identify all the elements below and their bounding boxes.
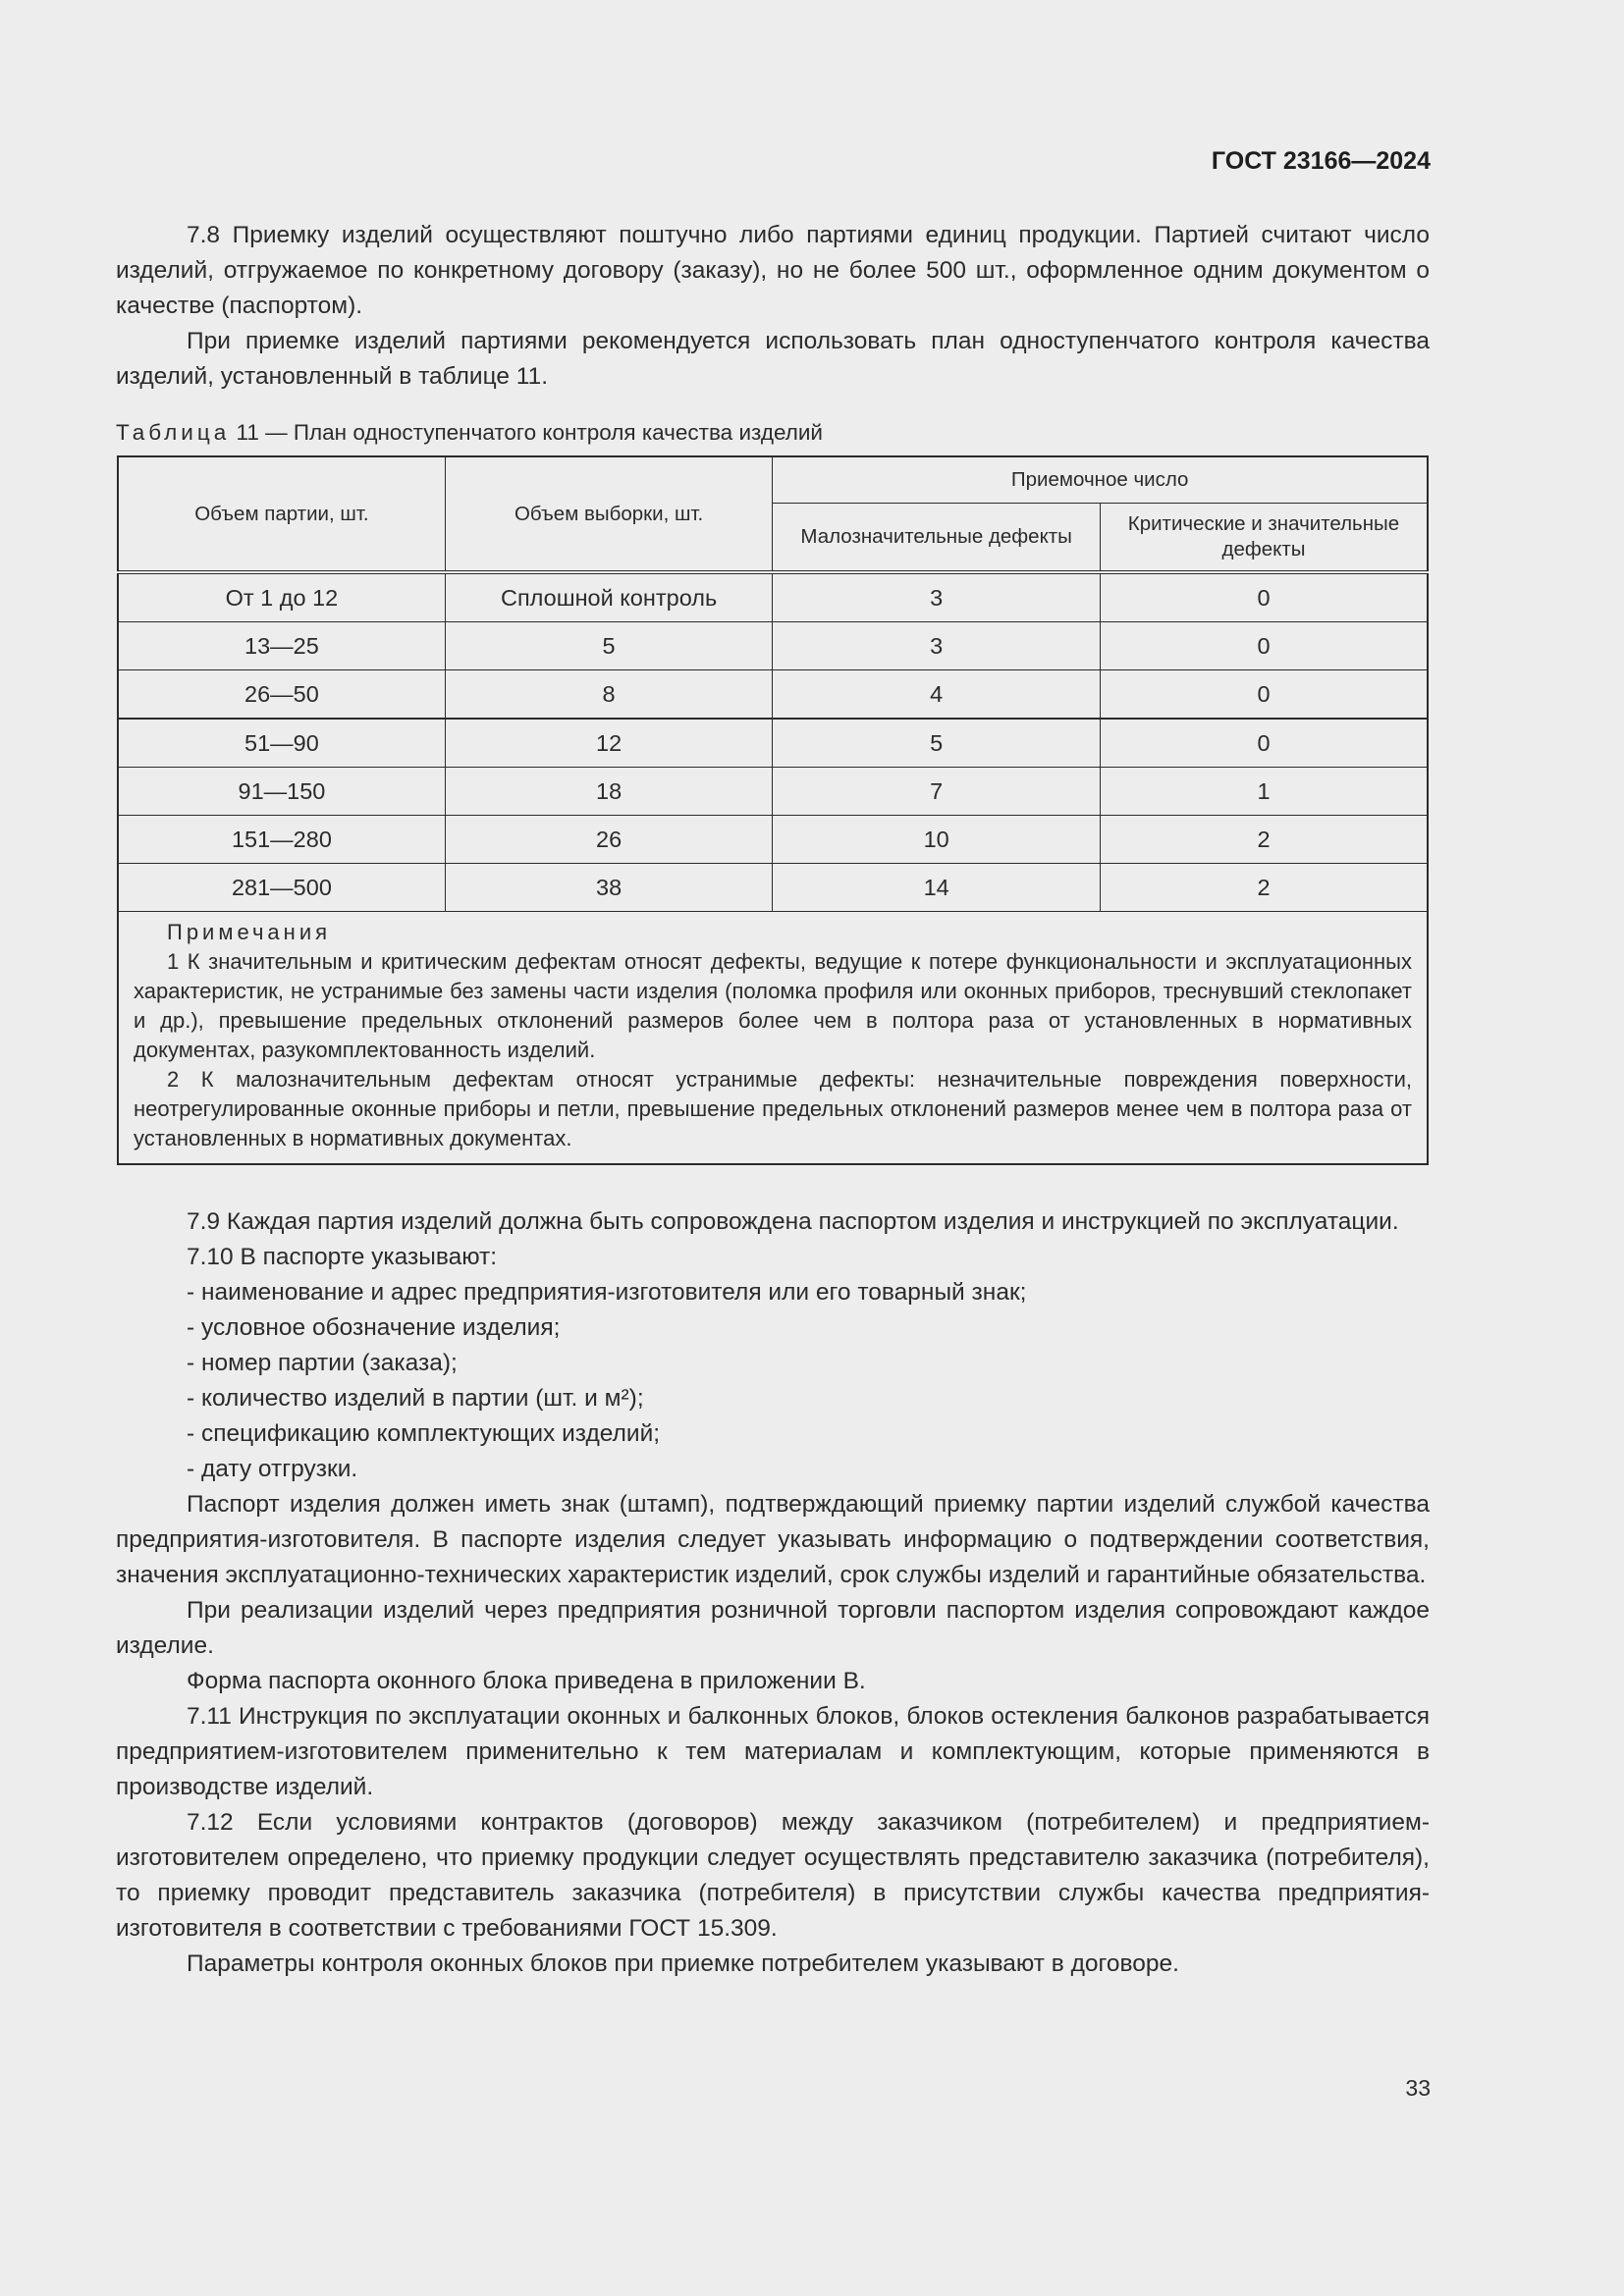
cell-lot: 13—25 bbox=[118, 622, 445, 670]
paragraph-retail: При реализации изделий через предприятия розничной торговли паспортом изделия сопровождают каждое изделие. bbox=[116, 1597, 1430, 1659]
paragraph-7-10: 7.10 В паспорте указывают: bbox=[187, 1244, 498, 1270]
cell-sample: 38 bbox=[445, 864, 772, 912]
cell-critical: 0 bbox=[1100, 622, 1428, 670]
cell-minor: 10 bbox=[773, 816, 1101, 864]
passport-contents-list bbox=[116, 1275, 1430, 1487]
paragraph-passport-form: Форма паспорта оконного блока приведена в приложении В. bbox=[187, 1668, 866, 1694]
cell-lot: 151—280 bbox=[118, 816, 445, 864]
cell-sample: 5 bbox=[445, 622, 772, 670]
table-row bbox=[118, 572, 1428, 622]
table-notes bbox=[118, 912, 1428, 1165]
table-row bbox=[118, 719, 1428, 768]
paragraph-7-12: 7.12 Если условиями контрактов (договоров) между заказчиком (потребителем) и предприятием-изготовителем определено, что приемку продукции следует осуществлять представителю заказчика (потребителя), то приемку проводит представитель заказчика (потребителя) в присутствии службы качества предприятия-изготовителя в соответствии с требованиями ГОСТ 15.309. bbox=[116, 1809, 1430, 1942]
list-item: - количество изделий в партии (шт. и м²); bbox=[187, 1385, 644, 1412]
header-lot-size: Объем партии, шт. bbox=[118, 456, 445, 572]
paragraph-batch-plan: При приемке изделий партиями рекомендуется использовать план одноступенчатого контроля качества изделий, установленный в таблице 11. bbox=[116, 328, 1430, 390]
cell-critical: 2 bbox=[1100, 864, 1428, 912]
paragraph-control-parameters: Параметры контроля оконных блоков при приемке потребителем указывают в договоре. bbox=[187, 1950, 1179, 1977]
cell-lot: 26—50 bbox=[118, 670, 445, 720]
table-caption-title: 11 — План одноступенчатого контроля качества изделий bbox=[230, 420, 823, 445]
table-row bbox=[118, 768, 1428, 816]
list-item: - условное обозначение изделия; bbox=[187, 1314, 561, 1341]
cell-sample: Сплошной контроль bbox=[445, 572, 772, 622]
paragraph-7-9: 7.9 Каждая партия изделий должна быть сопровождена паспортом изделия и инструкцией по эксплуатации. bbox=[187, 1208, 1399, 1235]
inspection-plan-table bbox=[117, 455, 1429, 1165]
header-minor-defects: Малозначительные дефекты bbox=[773, 504, 1101, 573]
cell-critical: 0 bbox=[1100, 670, 1428, 720]
list-item: - номер партии (заказа); bbox=[187, 1350, 458, 1376]
cell-critical: 0 bbox=[1100, 719, 1428, 768]
note-item: 2 К малозначительным дефектам относят устранимые дефекты: незначительные повреждения поверхности, неотрегулированные оконные приборы и петли, превышение предельных отклонений размеров менее чем в полтора раза от установленных в нормативных документах. bbox=[134, 1067, 1412, 1150]
cell-critical: 0 bbox=[1100, 572, 1428, 622]
table-row bbox=[118, 670, 1428, 720]
page-number: 33 bbox=[1405, 2075, 1431, 2101]
list-item: - спецификацию комплектующих изделий; bbox=[187, 1420, 661, 1447]
document-code: ГОСТ 23166—2024 bbox=[1211, 147, 1431, 175]
list-item: - дату отгрузки. bbox=[187, 1456, 358, 1482]
table-row bbox=[118, 622, 1428, 670]
notes-title: Примечания bbox=[167, 920, 332, 944]
table-row bbox=[118, 816, 1428, 864]
cell-sample: 18 bbox=[445, 768, 772, 816]
paragraph-passport-stamp: Паспорт изделия должен иметь знак (штамп), подтверждающий приемку партии изделий службой качества предприятия-изготовителя. В паспорте изделия следует указывать информацию о подтверждении соответствия, значения эксплуатационно-технических характеристик изделий, срок службы изделий и гарантийные обязательства. bbox=[116, 1491, 1430, 1588]
list-item: - наименование и адрес предприятия-изготовителя или его товарный знак; bbox=[187, 1279, 1027, 1306]
cell-minor: 5 bbox=[773, 719, 1101, 768]
cell-lot: 281—500 bbox=[118, 864, 445, 912]
cell-sample: 8 bbox=[445, 670, 772, 720]
cell-minor: 4 bbox=[773, 670, 1101, 720]
table-caption-word: Таблица bbox=[116, 420, 231, 445]
cell-minor: 7 bbox=[773, 768, 1101, 816]
note-item: 1 К значительным и критическим дефектам относят дефекты, ведущие к потере функциональности и эксплуатационных характеристик, не устранимые без замены части изделия (поломка профиля или оконных приборов, треснувший стеклопакет и др.), превышение предельных отклонений размеров более чем в полтора раза от установленных в нормативных документах, разукомплектованность изделий. bbox=[134, 949, 1412, 1062]
table-row bbox=[118, 864, 1428, 912]
paragraph-7-8: 7.8 Приемку изделий осуществляют поштучно либо партиями единиц продукции. Партией считают число изделий, отгружаемое по конкретному договору (заказу), но не более 500 шт., оформленное одним документом о качестве (паспортом). bbox=[116, 222, 1430, 319]
cell-lot: 91—150 bbox=[118, 768, 445, 816]
cell-lot: 51—90 bbox=[118, 719, 445, 768]
header-acceptance-number: Приемочное число bbox=[773, 456, 1428, 504]
cell-minor: 14 bbox=[773, 864, 1101, 912]
header-critical-defects: Критические и значительные дефекты bbox=[1100, 504, 1428, 573]
table-notes-row bbox=[118, 912, 1428, 1165]
cell-critical: 1 bbox=[1100, 768, 1428, 816]
cell-critical: 2 bbox=[1100, 816, 1428, 864]
cell-sample: 26 bbox=[445, 816, 772, 864]
table-header-row bbox=[118, 456, 1428, 504]
header-sample-size: Объем выборки, шт. bbox=[445, 456, 772, 572]
cell-minor: 3 bbox=[773, 572, 1101, 622]
table-caption bbox=[116, 418, 1430, 448]
paragraph-7-11: 7.11 Инструкция по эксплуатации оконных и балконных блоков, блоков остекления балконов разрабатывается предприятием-изготовителем применительно к тем материалам и комплектующим, которые применяются в производстве изделий. bbox=[116, 1703, 1430, 1800]
cell-lot: От 1 до 12 bbox=[118, 572, 445, 622]
cell-minor: 3 bbox=[773, 622, 1101, 670]
page-content bbox=[116, 218, 1430, 1982]
cell-sample: 12 bbox=[445, 719, 772, 768]
